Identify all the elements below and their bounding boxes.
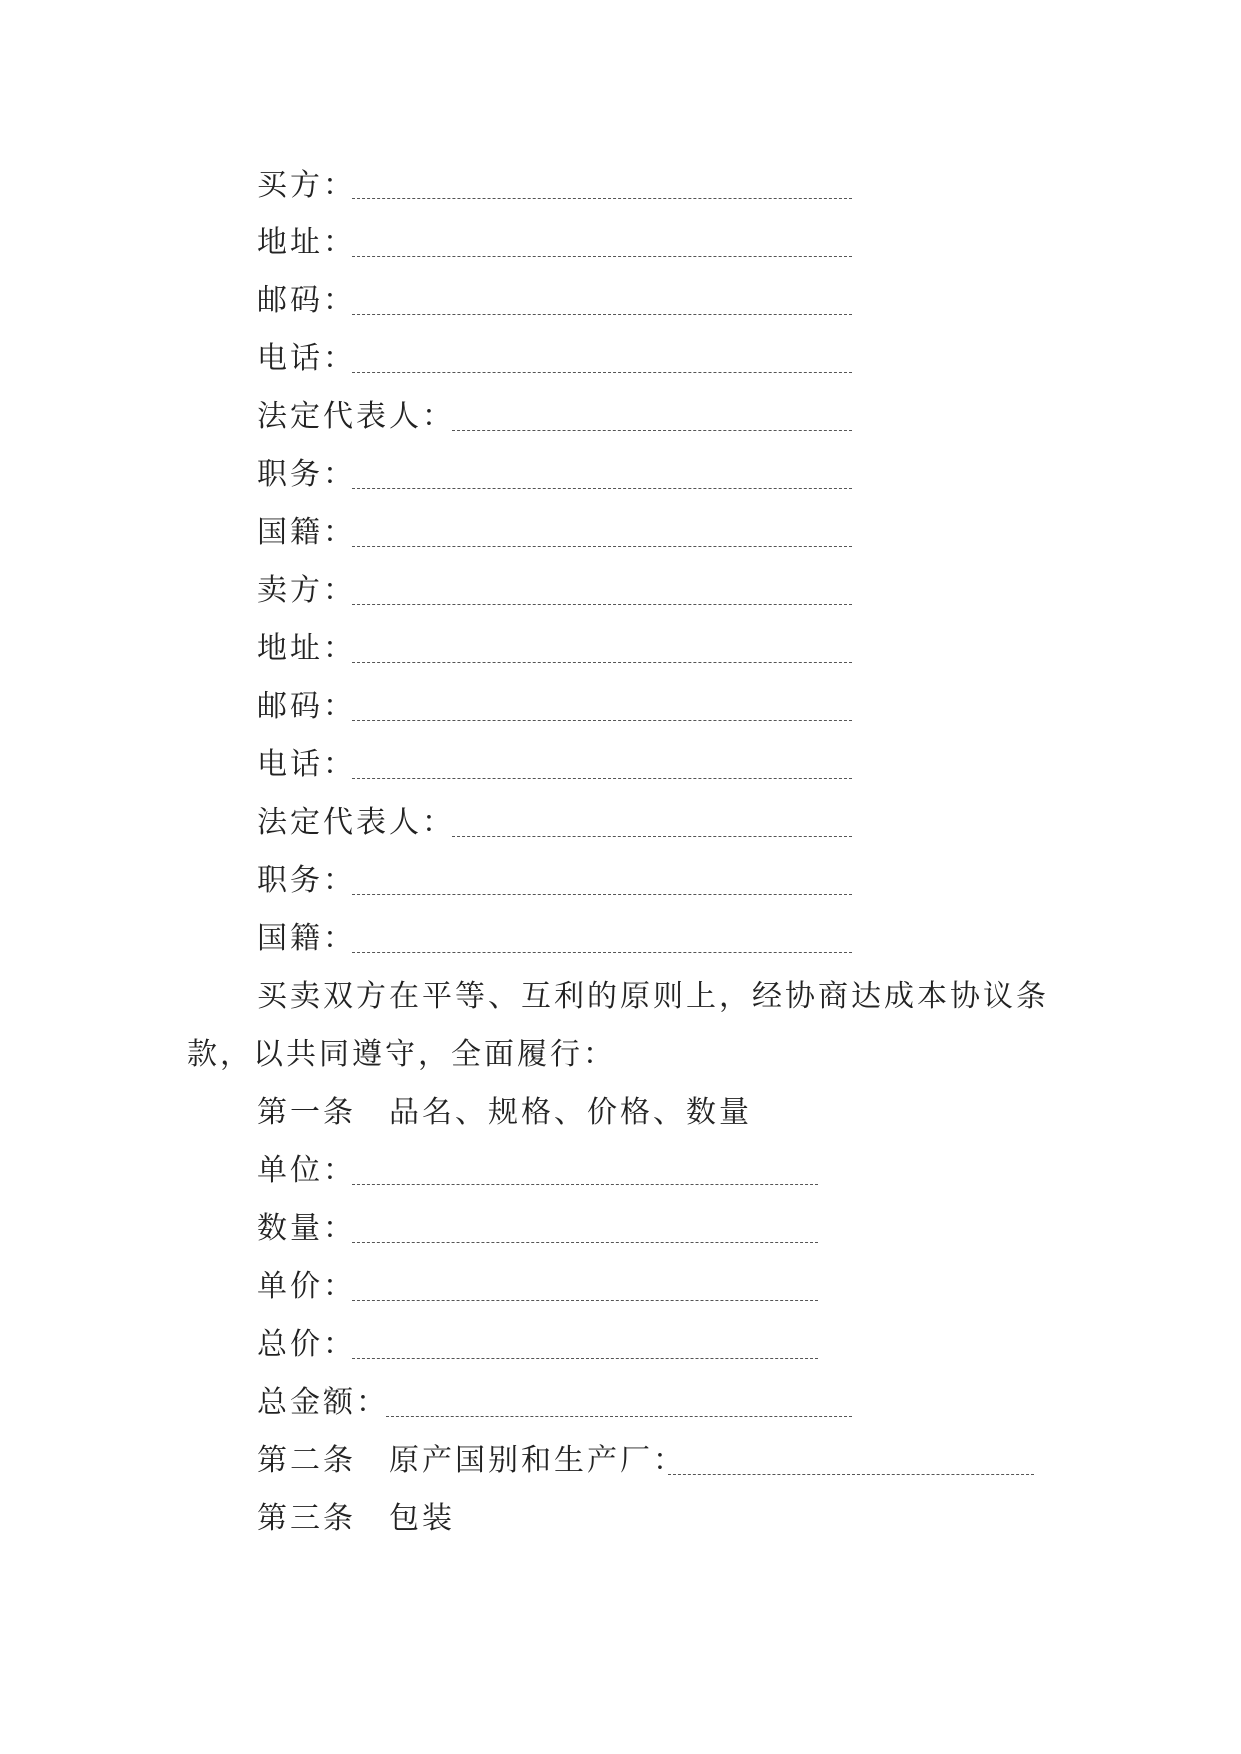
seller-address-label: 地址：	[257, 631, 356, 666]
buyer-address-line	[257, 223, 356, 263]
unit-price-blank[interactable]	[352, 1300, 818, 1301]
seller-address-line	[257, 629, 356, 669]
buyer-blank[interactable]	[352, 198, 852, 199]
article2-title: 第二条 原产国别和生产厂：	[257, 1443, 686, 1478]
total-price-line	[257, 1325, 356, 1365]
buyer-nationality-label: 国籍：	[257, 515, 356, 550]
unit-line	[257, 1151, 356, 1191]
buyer-legal-rep-line	[257, 397, 455, 437]
seller-postcode-line	[257, 687, 356, 727]
seller-position-line	[257, 861, 356, 901]
buyer-address-blank[interactable]	[352, 256, 852, 257]
seller-phone-line	[257, 745, 356, 785]
quantity-line	[257, 1209, 356, 1249]
buyer-phone-blank[interactable]	[352, 372, 852, 373]
seller-nationality-line	[257, 919, 356, 959]
total-amount-blank[interactable]	[386, 1416, 852, 1417]
seller-position-label: 职务：	[257, 863, 356, 898]
unit-blank[interactable]	[352, 1184, 818, 1185]
buyer-nationality-blank[interactable]	[352, 546, 852, 547]
origin-manufacturer-blank[interactable]	[668, 1474, 1034, 1475]
unit-price-label: 单价：	[257, 1269, 356, 1304]
preamble-paragraph: 买卖双方在平等、互利的原则上，经协商达成本协议条款，以共同遵守，全面履行：	[187, 979, 1049, 1072]
buyer-position-line	[257, 455, 356, 495]
total-price-blank[interactable]	[352, 1358, 818, 1359]
seller-legal-rep-line	[257, 803, 455, 843]
seller-label: 卖方：	[257, 573, 356, 608]
buyer-line	[257, 166, 356, 206]
article3-title: 第三条 包装	[257, 1501, 455, 1536]
buyer-position-label: 职务：	[257, 457, 356, 492]
buyer-postcode-blank[interactable]	[352, 314, 852, 315]
buyer-legal-rep-blank[interactable]	[452, 430, 852, 431]
seller-nationality-label: 国籍：	[257, 921, 356, 956]
buyer-phone-label: 电话：	[257, 341, 356, 376]
total-price-label: 总价：	[257, 1327, 356, 1362]
article1-title-text: 第一条 品名、规格、价格、数量	[257, 1095, 752, 1130]
seller-postcode-label: 邮码：	[257, 689, 356, 724]
buyer-address-label: 地址：	[257, 225, 356, 260]
total-amount-label: 总金额：	[257, 1385, 389, 1420]
seller-position-blank[interactable]	[352, 894, 852, 895]
buyer-phone-line	[257, 339, 356, 379]
buyer-postcode-line	[257, 281, 356, 321]
buyer-label: 买方：	[257, 168, 356, 203]
unit-price-line	[257, 1267, 356, 1307]
buyer-postcode-label: 邮码：	[257, 283, 356, 318]
quantity-blank[interactable]	[352, 1242, 818, 1243]
seller-legal-rep-blank[interactable]	[452, 836, 852, 837]
buyer-nationality-line	[257, 513, 356, 553]
seller-phone-blank[interactable]	[352, 778, 852, 779]
seller-blank[interactable]	[352, 604, 852, 605]
article1-title	[257, 1093, 752, 1133]
total-amount-line	[257, 1383, 389, 1423]
quantity-label: 数量：	[257, 1211, 356, 1246]
article3-line	[257, 1499, 455, 1539]
buyer-legal-rep-label: 法定代表人：	[257, 399, 455, 434]
seller-address-blank[interactable]	[352, 662, 852, 663]
seller-nationality-blank[interactable]	[352, 952, 852, 953]
article2-line	[257, 1441, 686, 1481]
seller-line	[257, 571, 356, 611]
buyer-position-blank[interactable]	[352, 488, 852, 489]
seller-legal-rep-label: 法定代表人：	[257, 805, 455, 840]
seller-postcode-blank[interactable]	[352, 720, 852, 721]
unit-label: 单位：	[257, 1153, 356, 1188]
seller-phone-label: 电话：	[257, 747, 356, 782]
